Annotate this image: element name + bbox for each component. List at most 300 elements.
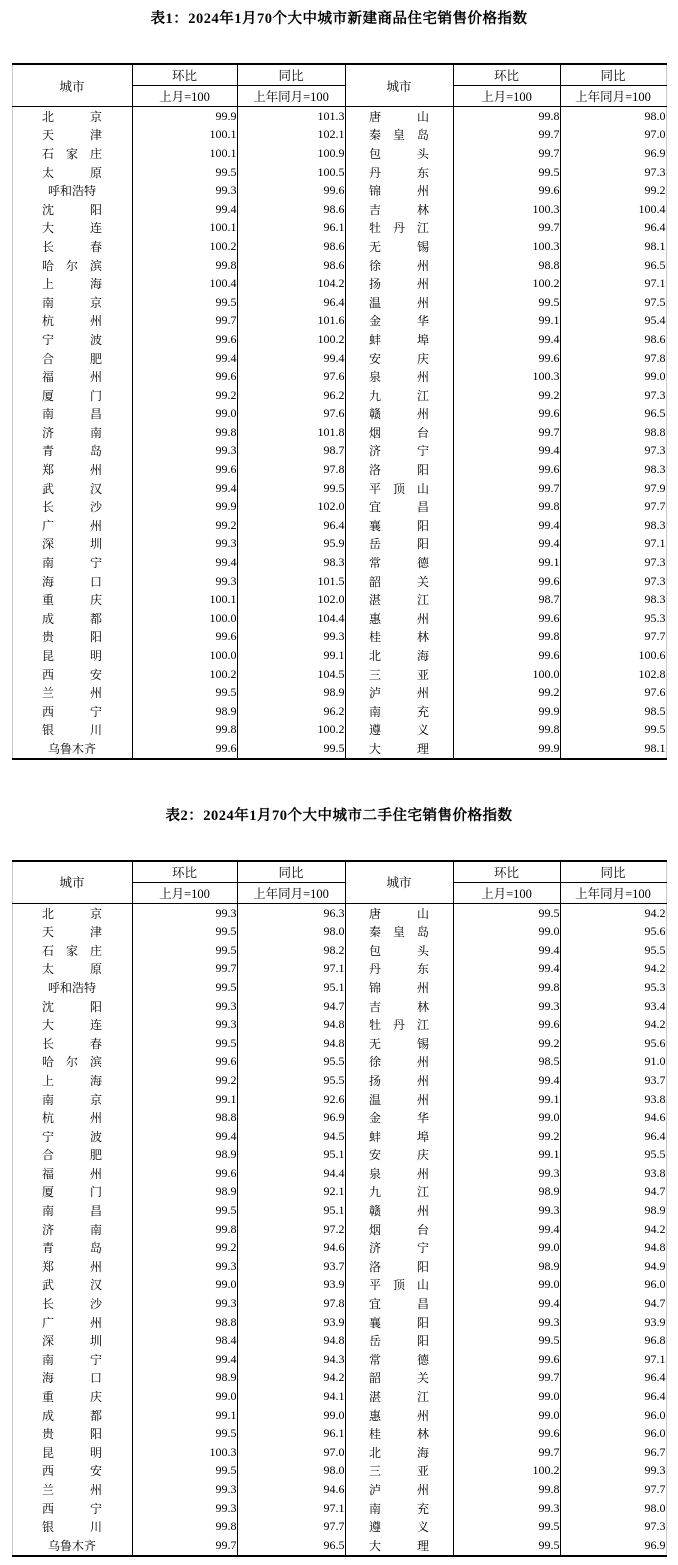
city-cell (12, 721, 132, 740)
city-name: 乌鲁木齐 (47, 1538, 96, 1553)
city-name: 安庆 (369, 1148, 429, 1163)
table1-section (0, 0, 678, 760)
city-name: 泸州 (369, 1482, 429, 1497)
city-name: 九江 (369, 1185, 429, 1200)
index-value-cell: 99.5 (453, 293, 560, 312)
index-value-cell: 99.8 (132, 1517, 237, 1536)
city-name: 岳阳 (369, 537, 429, 552)
header-mom-left: 环比 (132, 64, 237, 86)
table-row (12, 665, 666, 684)
city-name: 秦皇岛 (369, 128, 429, 143)
index-value-cell: 94.2 (560, 1015, 666, 1034)
index-value-cell: 97.0 (560, 126, 666, 145)
city-cell (12, 1201, 132, 1220)
index-value-cell: 96.5 (560, 256, 666, 275)
city-name: 福州 (42, 370, 102, 385)
city-cell (345, 1536, 453, 1556)
header-mom-base-left: 上月=100 (132, 86, 237, 107)
table-row (12, 219, 666, 238)
city-name: 三亚 (369, 667, 429, 682)
index-value-cell: 98.3 (560, 590, 666, 609)
city-name: 贵阳 (42, 630, 102, 645)
city-name: 昆明 (42, 649, 102, 664)
table1-body (12, 107, 666, 759)
city-cell (12, 1406, 132, 1425)
index-value-cell: 99.3 (132, 181, 237, 200)
index-value-cell: 99.4 (453, 1071, 560, 1090)
index-value-cell: 99.8 (453, 978, 560, 997)
city-cell (345, 237, 453, 256)
index-value-cell: 102.1 (237, 126, 345, 145)
city-cell (12, 405, 132, 424)
city-cell (12, 903, 132, 922)
city-cell (345, 1220, 453, 1239)
index-value-cell: 99.6 (132, 628, 237, 647)
city-cell (345, 1238, 453, 1257)
city-cell (12, 1071, 132, 1090)
index-value-cell: 100.3 (453, 200, 560, 219)
index-value-cell: 94.6 (237, 1238, 345, 1257)
city-cell (345, 628, 453, 647)
table-row (12, 1164, 666, 1183)
index-value-cell: 99.9 (132, 107, 237, 126)
index-value-cell: 100.2 (132, 237, 237, 256)
city-name: 厦门 (42, 388, 102, 403)
index-value-cell: 96.2 (237, 386, 345, 405)
header-yoy-left: 同比 (237, 64, 345, 86)
index-value-cell: 99.1 (453, 1090, 560, 1109)
table-row (12, 978, 666, 997)
city-cell (12, 997, 132, 1016)
city-name: 扬州 (369, 1073, 429, 1088)
index-value-cell: 94.8 (560, 1238, 666, 1257)
header-city-right: 城市 (345, 64, 453, 107)
index-value-cell: 94.1 (237, 1387, 345, 1406)
index-value-cell: 98.8 (453, 256, 560, 275)
header-yoy-base-right: 上年同月=100 (560, 86, 666, 107)
index-value-cell: 94.8 (237, 1331, 345, 1350)
city-cell (12, 1183, 132, 1202)
city-cell (12, 1424, 132, 1443)
city-cell (345, 553, 453, 572)
index-value-cell: 99.5 (132, 941, 237, 960)
table-row (12, 609, 666, 628)
city-name: 郑州 (42, 1259, 102, 1274)
index-value-cell: 98.3 (237, 553, 345, 572)
city-name: 乌鲁木齐 (47, 741, 96, 756)
table-row (12, 628, 666, 647)
index-value-cell: 99.3 (132, 1294, 237, 1313)
index-value-cell: 97.2 (237, 1220, 345, 1239)
city-name: 丹东 (369, 165, 429, 180)
table-row (12, 405, 666, 424)
index-value-cell: 99.0 (132, 405, 237, 424)
city-name: 唐山 (369, 109, 429, 124)
index-value-cell: 98.0 (237, 1462, 345, 1481)
city-name: 牡丹江 (369, 221, 429, 236)
table-row (12, 237, 666, 256)
city-name: 宜昌 (369, 500, 429, 515)
index-value-cell: 99.5 (132, 163, 237, 182)
table-row (12, 1257, 666, 1276)
index-value-cell: 95.3 (560, 978, 666, 997)
index-value-cell: 98.3 (560, 516, 666, 535)
city-cell (345, 405, 453, 424)
index-value-cell: 95.1 (237, 978, 345, 997)
table-row (12, 1462, 666, 1481)
city-cell (12, 256, 132, 275)
index-value-cell: 99.5 (453, 1517, 560, 1536)
city-name: 平顶山 (369, 481, 429, 496)
index-value-cell: 99.0 (132, 1387, 237, 1406)
index-value-cell: 99.7 (453, 144, 560, 163)
index-value-cell: 99.8 (132, 721, 237, 740)
city-cell (345, 609, 453, 628)
city-cell (345, 256, 453, 275)
index-value-cell: 99.2 (560, 181, 666, 200)
index-value-cell: 99.0 (132, 1276, 237, 1295)
index-value-cell: 97.1 (237, 1499, 345, 1518)
header-yoy-left: 同比 (237, 861, 345, 883)
city-name: 北京 (42, 906, 102, 921)
city-cell (12, 144, 132, 163)
index-value-cell: 96.1 (237, 1424, 345, 1443)
index-value-cell: 99.0 (453, 1406, 560, 1425)
city-name: 宁波 (42, 1129, 102, 1144)
index-value-cell: 94.7 (237, 997, 345, 1016)
city-name: 徐州 (369, 258, 429, 273)
city-cell (12, 683, 132, 702)
city-cell (12, 1034, 132, 1053)
index-value-cell: 99.0 (453, 1387, 560, 1406)
table-row (12, 1350, 666, 1369)
table2-header (12, 861, 666, 904)
index-value-cell: 99.4 (453, 941, 560, 960)
city-cell (345, 460, 453, 479)
index-value-cell: 100.4 (560, 200, 666, 219)
city-cell (12, 1276, 132, 1295)
index-value-cell: 97.7 (560, 628, 666, 647)
table-row (12, 367, 666, 386)
index-value-cell: 94.3 (237, 1350, 345, 1369)
table-row (12, 997, 666, 1016)
index-value-cell: 100.9 (237, 144, 345, 163)
index-value-cell: 99.5 (560, 721, 666, 740)
city-name: 金华 (369, 314, 429, 329)
city-name: 西宁 (42, 704, 102, 719)
table-row (12, 181, 666, 200)
city-name: 桂林 (369, 630, 429, 645)
index-value-cell: 96.8 (560, 1331, 666, 1350)
city-name: 安庆 (369, 351, 429, 366)
header-yoy-right: 同比 (560, 861, 666, 883)
index-value-cell: 99.1 (453, 1146, 560, 1165)
index-value-cell: 101.6 (237, 312, 345, 331)
city-name: 太原 (42, 962, 102, 977)
index-value-cell: 97.6 (237, 405, 345, 424)
city-cell (345, 1071, 453, 1090)
city-name: 济南 (42, 425, 102, 440)
city-cell (345, 219, 453, 238)
index-value-cell: 102.0 (237, 497, 345, 516)
city-cell (345, 144, 453, 163)
city-name: 哈尔滨 (42, 1055, 102, 1070)
city-name: 泸州 (369, 686, 429, 701)
index-value-cell: 99.4 (132, 349, 237, 368)
table-row (12, 312, 666, 331)
index-value-cell: 97.3 (560, 553, 666, 572)
header-city-left: 城市 (12, 861, 132, 904)
index-value-cell: 99.8 (453, 497, 560, 516)
index-value-cell: 99.4 (453, 1220, 560, 1239)
index-value-cell: 96.4 (560, 1369, 666, 1388)
table-row (12, 479, 666, 498)
index-value-cell: 97.3 (560, 1517, 666, 1536)
city-cell (12, 535, 132, 554)
city-name: 宜昌 (369, 1297, 429, 1312)
city-cell (345, 312, 453, 331)
index-value-cell: 96.0 (560, 1406, 666, 1425)
table-row (12, 1090, 666, 1109)
city-name: 南充 (369, 704, 429, 719)
city-cell (12, 274, 132, 293)
index-value-cell: 96.1 (237, 219, 345, 238)
index-value-cell: 97.3 (560, 163, 666, 182)
table1-header (12, 64, 666, 107)
index-value-cell: 95.6 (560, 1034, 666, 1053)
index-value-cell: 95.1 (237, 1146, 345, 1165)
index-value-cell: 93.7 (237, 1257, 345, 1276)
index-value-cell: 99.2 (132, 1238, 237, 1257)
city-name: 南充 (369, 1501, 429, 1516)
table-row (12, 1108, 666, 1127)
city-name: 成都 (42, 611, 102, 626)
city-name: 西安 (42, 667, 102, 682)
index-value-cell: 99.8 (453, 721, 560, 740)
index-value-cell: 97.1 (237, 960, 345, 979)
city-name: 济南 (42, 1222, 102, 1237)
city-name: 呼和浩特 (47, 980, 96, 995)
city-name: 青岛 (42, 444, 102, 459)
index-value-cell: 99.5 (132, 1201, 237, 1220)
index-value-cell: 95.1 (237, 1201, 345, 1220)
city-cell (12, 107, 132, 126)
city-cell (12, 553, 132, 572)
index-value-cell: 96.2 (237, 702, 345, 721)
table-row (12, 1238, 666, 1257)
city-cell (345, 1331, 453, 1350)
city-cell (345, 1462, 453, 1481)
index-value-cell: 92.1 (237, 1183, 345, 1202)
index-value-cell: 98.9 (453, 1183, 560, 1202)
index-value-cell: 99.7 (453, 423, 560, 442)
city-cell (345, 1313, 453, 1332)
index-value-cell: 99.3 (132, 1480, 237, 1499)
city-name: 岳阳 (369, 1334, 429, 1349)
index-value-cell: 99.6 (132, 739, 237, 759)
city-name: 上海 (42, 277, 102, 292)
header-yoy-base-left: 上年同月=100 (237, 882, 345, 903)
index-value-cell: 99.7 (132, 312, 237, 331)
city-name: 南宁 (42, 556, 102, 571)
index-value-cell: 98.9 (237, 683, 345, 702)
city-name: 太原 (42, 165, 102, 180)
index-value-cell: 99.1 (453, 312, 560, 331)
index-value-cell: 95.9 (237, 535, 345, 554)
city-cell (12, 1294, 132, 1313)
city-cell (12, 1517, 132, 1536)
index-value-cell: 99.2 (132, 1071, 237, 1090)
city-cell (12, 367, 132, 386)
city-name: 锦州 (369, 980, 429, 995)
table-row (12, 1443, 666, 1462)
city-cell (345, 479, 453, 498)
city-cell (345, 739, 453, 759)
table-row (12, 442, 666, 461)
index-value-cell: 99.7 (453, 1443, 560, 1462)
city-name: 合肥 (42, 351, 102, 366)
index-value-cell: 99.2 (453, 1034, 560, 1053)
table-row (12, 1183, 666, 1202)
table-row (12, 1424, 666, 1443)
city-name: 石家庄 (42, 943, 102, 958)
index-value-cell: 99.2 (453, 683, 560, 702)
city-name: 平顶山 (369, 1278, 429, 1293)
index-value-cell: 95.6 (560, 922, 666, 941)
index-value-cell: 101.8 (237, 423, 345, 442)
city-cell (345, 1108, 453, 1127)
table-row (12, 683, 666, 702)
city-cell (12, 702, 132, 721)
index-value-cell: 99.7 (453, 126, 560, 145)
index-value-cell: 98.0 (560, 107, 666, 126)
index-value-cell: 92.6 (237, 1090, 345, 1109)
index-value-cell: 99.4 (132, 1350, 237, 1369)
index-value-cell: 99.3 (132, 1499, 237, 1518)
index-value-cell: 95.4 (560, 312, 666, 331)
index-value-cell: 99.0 (453, 922, 560, 941)
table-row (12, 1201, 666, 1220)
index-value-cell: 99.5 (453, 1536, 560, 1556)
table-row (12, 423, 666, 442)
city-cell (12, 219, 132, 238)
city-name: 济宁 (369, 1241, 429, 1256)
index-value-cell: 97.6 (560, 683, 666, 702)
index-value-cell: 95.3 (560, 609, 666, 628)
city-cell (345, 442, 453, 461)
index-value-cell: 99.3 (132, 903, 237, 922)
city-name: 武汉 (42, 1278, 102, 1293)
city-cell (12, 312, 132, 331)
city-cell (345, 349, 453, 368)
table-row (12, 903, 666, 922)
table-row (12, 1369, 666, 1388)
index-value-cell: 99.7 (132, 1536, 237, 1556)
city-cell (345, 941, 453, 960)
city-cell (345, 978, 453, 997)
index-value-cell: 96.9 (237, 1108, 345, 1127)
index-value-cell: 93.4 (560, 997, 666, 1016)
table-row (12, 1146, 666, 1165)
index-value-cell: 104.2 (237, 274, 345, 293)
index-value-cell: 99.3 (132, 442, 237, 461)
index-value-cell: 96.4 (560, 219, 666, 238)
city-name: 石家庄 (42, 146, 102, 161)
index-value-cell: 93.9 (560, 1313, 666, 1332)
index-value-cell: 97.7 (237, 1517, 345, 1536)
index-value-cell: 99.6 (132, 1164, 237, 1183)
index-value-cell: 98.6 (560, 330, 666, 349)
city-cell (12, 330, 132, 349)
city-cell (12, 479, 132, 498)
city-name: 武汉 (42, 481, 102, 496)
city-name: 无锡 (369, 239, 429, 254)
city-cell (12, 922, 132, 941)
table-row (12, 256, 666, 275)
table-row (12, 1331, 666, 1350)
city-cell (12, 978, 132, 997)
header-mom-base-right: 上月=100 (453, 86, 560, 107)
city-cell (12, 609, 132, 628)
city-name: 成都 (42, 1408, 102, 1423)
city-name: 湛江 (369, 593, 429, 608)
index-value-cell: 99.6 (132, 330, 237, 349)
city-name: 大连 (42, 1018, 102, 1033)
city-name: 呼和浩特 (47, 184, 96, 199)
city-cell (345, 1257, 453, 1276)
table2-body (12, 903, 666, 1555)
table2-secondhand-homes-price-index (12, 860, 667, 1557)
city-cell (12, 1238, 132, 1257)
city-cell (12, 665, 132, 684)
index-value-cell: 95.5 (237, 1053, 345, 1072)
index-value-cell: 99.5 (237, 739, 345, 759)
city-cell (12, 1053, 132, 1072)
index-value-cell: 98.9 (132, 702, 237, 721)
index-value-cell: 99.6 (132, 367, 237, 386)
table-row (12, 1127, 666, 1146)
index-value-cell: 93.9 (237, 1276, 345, 1295)
city-cell (345, 1183, 453, 1202)
index-value-cell: 98.5 (560, 702, 666, 721)
index-value-cell: 99.0 (453, 1276, 560, 1295)
index-value-cell: 99.0 (453, 1108, 560, 1127)
index-value-cell: 95.5 (237, 1071, 345, 1090)
index-value-cell: 94.7 (560, 1183, 666, 1202)
header-yoy-base-left: 上年同月=100 (237, 86, 345, 107)
table-row (12, 1387, 666, 1406)
city-cell (345, 665, 453, 684)
table2-title: 表2：2024年1月70个大中城市二手住宅销售价格指数 (165, 807, 513, 824)
city-name: 杭州 (42, 1111, 102, 1126)
city-name: 北海 (369, 1445, 429, 1460)
table-row (12, 1480, 666, 1499)
index-value-cell: 99.4 (132, 200, 237, 219)
city-name: 泉州 (369, 1166, 429, 1181)
city-name: 宁波 (42, 332, 102, 347)
city-name: 丹东 (369, 962, 429, 977)
city-name: 长春 (42, 239, 102, 254)
index-value-cell: 99.8 (132, 256, 237, 275)
index-value-cell: 99.3 (132, 1015, 237, 1034)
index-value-cell: 93.7 (560, 1071, 666, 1090)
index-value-cell: 99.5 (132, 1462, 237, 1481)
city-name: 长沙 (42, 500, 102, 515)
city-name: 深圳 (42, 537, 102, 552)
index-value-cell: 94.7 (560, 1294, 666, 1313)
city-cell (12, 941, 132, 960)
city-name: 襄阳 (369, 518, 429, 533)
